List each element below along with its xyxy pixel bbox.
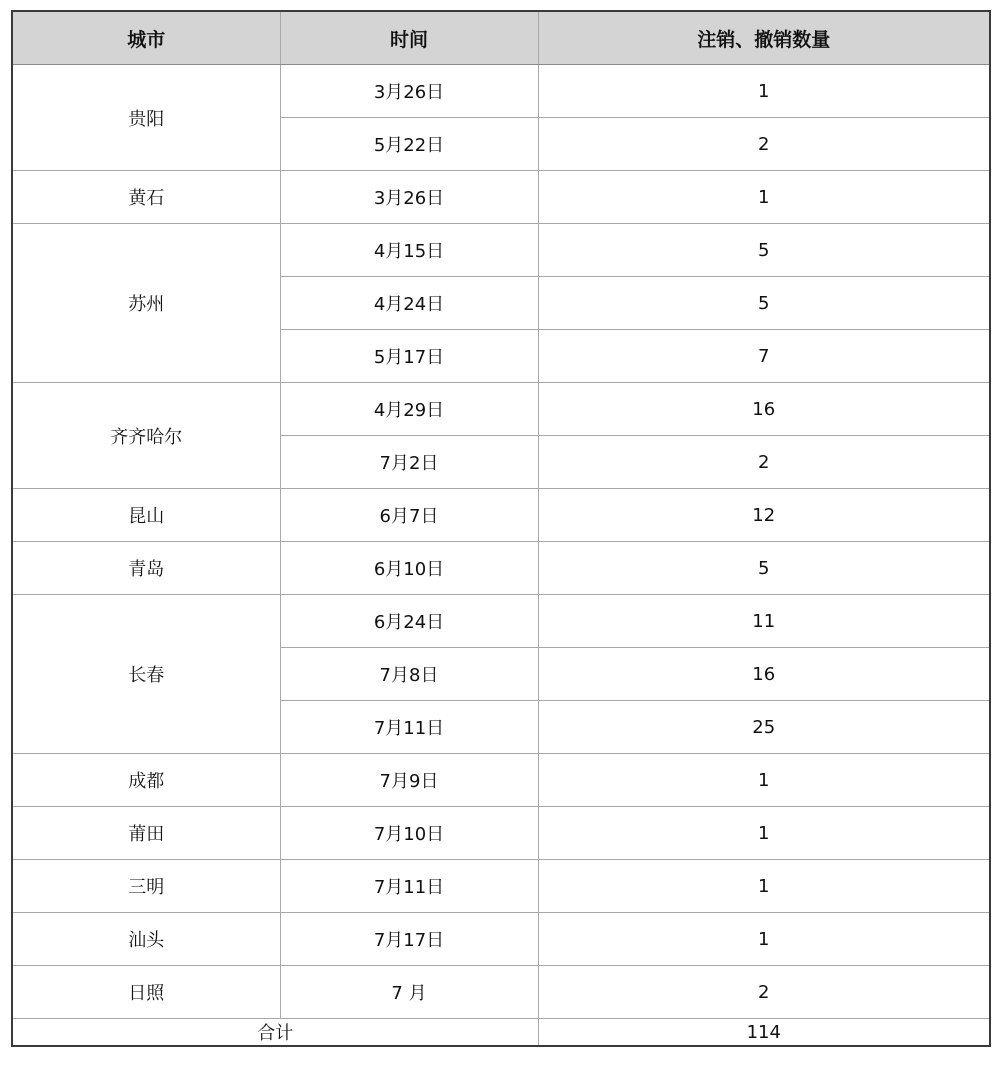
city-cell: 昆山 xyxy=(12,489,280,542)
table-row xyxy=(12,860,990,913)
date-cell: 7月10日 xyxy=(280,807,538,860)
count-cell: 16 xyxy=(538,383,990,436)
count-cell: 12 xyxy=(538,489,990,542)
count-cell: 5 xyxy=(538,542,990,595)
table-row xyxy=(12,913,990,966)
count-cell: 1 xyxy=(538,913,990,966)
city-cell: 苏州 xyxy=(12,224,280,383)
city-cell: 青岛 xyxy=(12,542,280,595)
table-row xyxy=(12,754,990,807)
total-label: 合计 xyxy=(12,1019,538,1047)
header-city: 城市 xyxy=(12,11,280,65)
count-cell: 1 xyxy=(538,65,990,118)
count-cell: 2 xyxy=(538,436,990,489)
date-cell: 7月11日 xyxy=(280,701,538,754)
table-row xyxy=(12,383,990,436)
table-row xyxy=(12,171,990,224)
date-cell: 7 月 xyxy=(280,966,538,1019)
count-cell: 1 xyxy=(538,807,990,860)
table-row xyxy=(12,65,990,118)
date-cell: 7月8日 xyxy=(280,648,538,701)
city-cell: 贵阳 xyxy=(12,65,280,171)
city-cell: 莆田 xyxy=(12,807,280,860)
date-cell: 7月2日 xyxy=(280,436,538,489)
count-cell: 1 xyxy=(538,754,990,807)
date-cell: 7月11日 xyxy=(280,860,538,913)
header-count: 注销、撤销数量 xyxy=(538,11,990,65)
date-cell: 6月7日 xyxy=(280,489,538,542)
date-cell: 7月17日 xyxy=(280,913,538,966)
count-cell: 2 xyxy=(538,118,990,171)
header-row xyxy=(12,11,990,65)
total-row xyxy=(12,1019,990,1047)
count-cell: 1 xyxy=(538,860,990,913)
date-cell: 4月24日 xyxy=(280,277,538,330)
date-cell: 7月9日 xyxy=(280,754,538,807)
table-row xyxy=(12,807,990,860)
date-cell: 3月26日 xyxy=(280,171,538,224)
table-row xyxy=(12,489,990,542)
count-cell: 5 xyxy=(538,277,990,330)
date-cell: 3月26日 xyxy=(280,65,538,118)
count-cell: 11 xyxy=(538,595,990,648)
table-body xyxy=(12,65,990,1019)
count-cell: 1 xyxy=(538,171,990,224)
table-row xyxy=(12,966,990,1019)
date-cell: 6月24日 xyxy=(280,595,538,648)
table-row xyxy=(12,595,990,648)
header-date: 时间 xyxy=(280,11,538,65)
date-cell: 6月10日 xyxy=(280,542,538,595)
city-cell: 日照 xyxy=(12,966,280,1019)
count-cell: 5 xyxy=(538,224,990,277)
count-cell: 2 xyxy=(538,966,990,1019)
city-cell: 黄石 xyxy=(12,171,280,224)
table-row xyxy=(12,224,990,277)
total-value: 114 xyxy=(538,1019,990,1047)
city-cell: 三明 xyxy=(12,860,280,913)
count-cell: 7 xyxy=(538,330,990,383)
city-cell: 齐齐哈尔 xyxy=(12,383,280,489)
date-cell: 5月17日 xyxy=(280,330,538,383)
city-cell: 成都 xyxy=(12,754,280,807)
table-row xyxy=(12,542,990,595)
count-cell: 25 xyxy=(538,701,990,754)
date-cell: 5月22日 xyxy=(280,118,538,171)
cancellation-table xyxy=(11,10,991,1047)
count-cell: 16 xyxy=(538,648,990,701)
date-cell: 4月15日 xyxy=(280,224,538,277)
city-cell: 长春 xyxy=(12,595,280,754)
date-cell: 4月29日 xyxy=(280,383,538,436)
city-cell: 汕头 xyxy=(12,913,280,966)
